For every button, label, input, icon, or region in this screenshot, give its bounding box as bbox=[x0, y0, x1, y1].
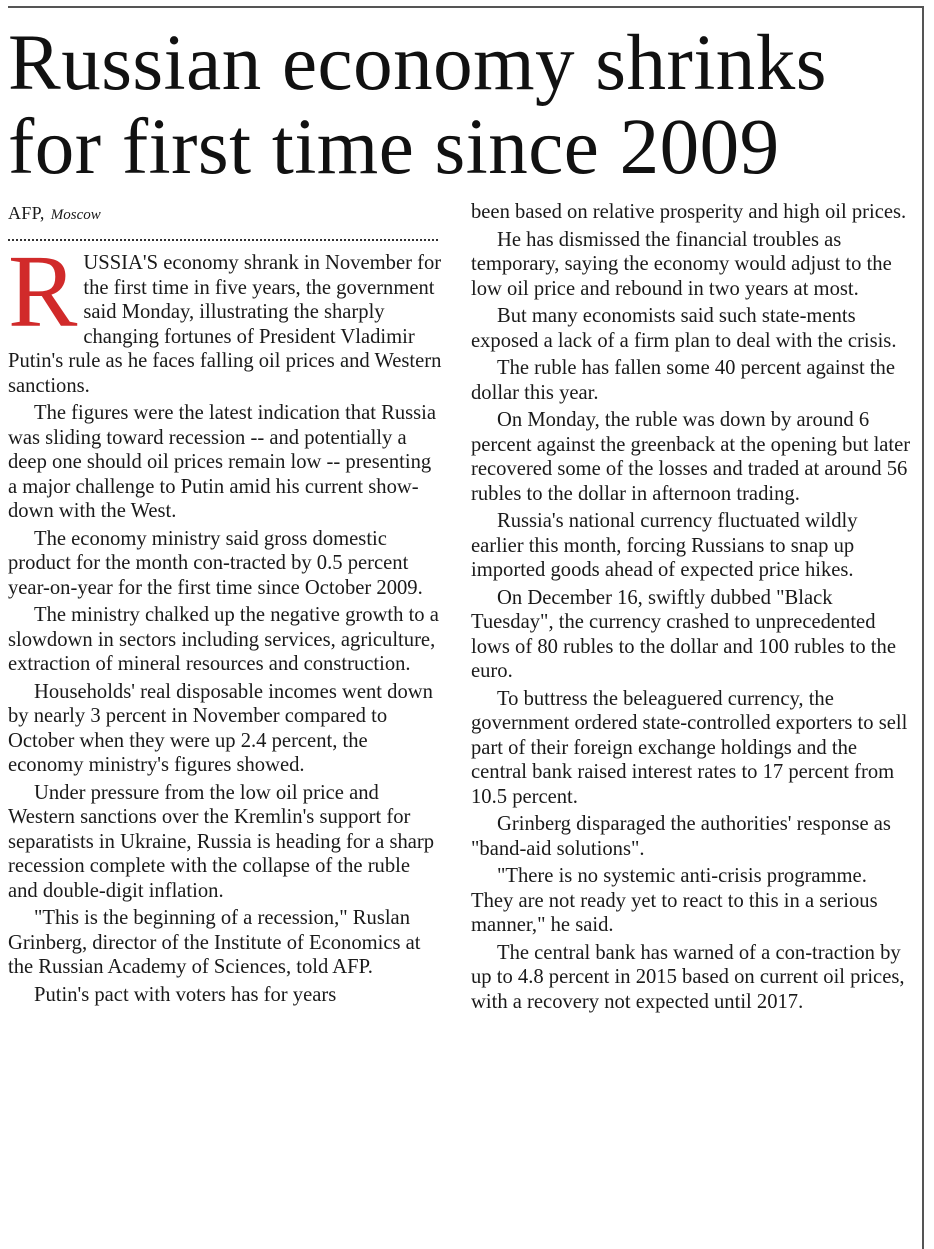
drop-cap: R bbox=[8, 234, 78, 349]
body-paragraph: The figures were the latest indication that Russia was sliding toward recession -- and potentially a deep one should oil prices remain low -- presenting a major challenge to Putin amid his current show-down with the West. bbox=[8, 402, 437, 522]
body-paragraph: The ministry chalked up the negative growth to a slowdown in sectors including services, agriculture, extraction of mineral resources and construction. bbox=[8, 604, 439, 675]
headline: Russian economy shrinks for first time since 2009 bbox=[8, 20, 828, 191]
right-column bbox=[471, 200, 911, 1017]
body-paragraph: "This is the beginning of a recession," Ruslan Grinberg, director of the Institute of Economics at the Russian Academy of Sciences, told AFP. bbox=[8, 907, 421, 978]
lead-paragraph bbox=[8, 234, 444, 398]
body-paragraph: But many economists said such state-ments exposed a lack of a firm plan to deal with the crisis. bbox=[471, 305, 897, 352]
body-paragraph: Under pressure from the low oil price and Western sanctions over the Kremlin's support for separatists in Ukraine, Russia is heading for a sharp recession complete with the collapse of the ruble and double-digit inflation. bbox=[8, 781, 435, 902]
body-paragraph: The economy ministry said gross domestic product for the month con-tracted by 0.5 percent year-on-year for the first time since October 2009. bbox=[8, 527, 423, 599]
body-paragraph: "There is no systemic anti-crisis programme. They are not ready yet to react to this in a serious manner," he said. bbox=[471, 865, 878, 936]
body-paragraph: Households' real disposable incomes went down by nearly 3 percent in November compared to October when they were up 2.4 percent, the economy ministry's figures showed. bbox=[8, 680, 433, 776]
body-paragraph: On Monday, the ruble was down by around 6 percent against the greenback at the opening but later recovered some of the losses and traded at around 56 rubles to the dollar in afternoon trading. bbox=[471, 409, 911, 505]
right-rule bbox=[922, 6, 924, 1249]
body-paragraph: He has dismissed the financial troubles as temporary, saying the economy would adjust to the low oil price and rebound in two years at most. bbox=[471, 228, 892, 300]
body-paragraph: Grinberg disparaged the authorities' response as "band-aid solutions". bbox=[471, 813, 891, 860]
body-paragraph: The central bank has warned of a con-traction by up to 4.8 percent in 2015 based on current oil prices, with a recovery not expected until 2017. bbox=[471, 941, 905, 1013]
body-paragraph: Russia's national currency fluctuated wildly earlier this month, forcing Russians to snap up imported goods ahead of expected price hikes. bbox=[471, 510, 858, 581]
lead-text: USSIA'S economy shrank in November for the first time in five years, the government said Monday, illustrating the sharply changing fortunes of President Vladimir Putin's rule as he faces falling oil prices and Western sanctions. bbox=[8, 252, 442, 397]
byline-agency: AFP, bbox=[8, 203, 45, 223]
body-paragraph: On December 16, swiftly dubbed "Black Tuesday", the currency crashed to unprecedented lows of 80 rubles to the dollar and 100 rubles to the euro. bbox=[471, 586, 896, 682]
body-paragraph: The ruble has fallen some 40 percent against the dollar this year. bbox=[471, 357, 895, 404]
continuation-paragraph: been based on relative prosperity and high oil prices. bbox=[471, 201, 907, 223]
byline bbox=[8, 200, 444, 227]
body-paragraph: To buttress the beleaguered currency, the government ordered state-controlled exporters to sell part of their foreign exchange holdings and the central bank raised interest rates to 17 percent from 10.5 percent. bbox=[471, 687, 908, 808]
left-column bbox=[8, 200, 444, 1010]
top-rule bbox=[8, 6, 924, 8]
byline-city: Moscow bbox=[50, 207, 101, 223]
body-paragraph: Putin's pact with voters has for years bbox=[34, 983, 337, 1006]
